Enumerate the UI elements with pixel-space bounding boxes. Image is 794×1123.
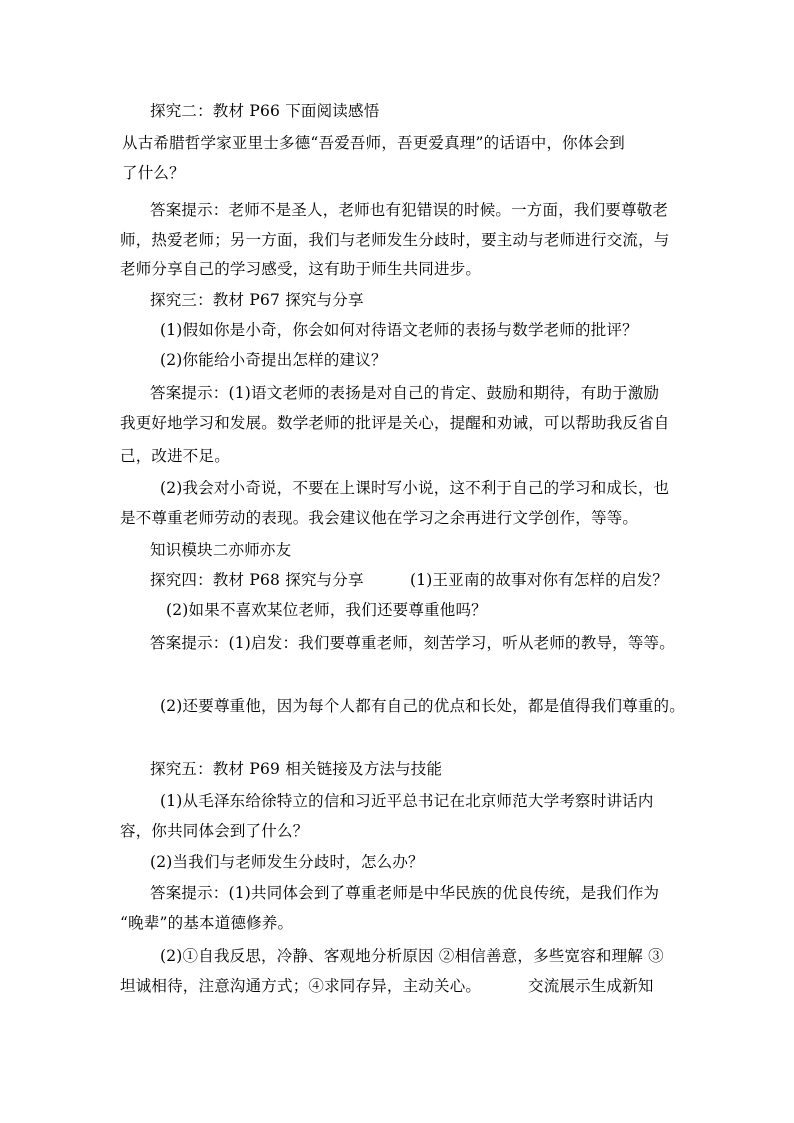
text-line: 从古希腊哲学家亚里士多德“吾爱吾师，吾更爱真理”的话语中，你体会到: [122, 134, 625, 152]
text-line: 答案提示：(1)启发：我们要尊重老师，刻苦学习，听从老师的教导，等等。: [150, 634, 675, 652]
text-line: 老师分享自己的学习感受，这有助于师生共同进步。: [120, 260, 482, 278]
text-line: 知识模块二亦师亦友: [150, 541, 292, 559]
text-line: 交流展示生成新知: [528, 977, 654, 995]
text-line: (1)假如你是小奇，你会如何对待语文老师的表扬与数学老师的批评？: [160, 321, 638, 339]
text-line: 己，改进不足。: [120, 447, 230, 465]
text-line: 容，你共同体会到了什么？: [120, 822, 309, 840]
text-line: “晚辈”的基本道德修养。: [120, 914, 294, 932]
text-line: (2)①自我反思，冷静、客观地分析原因 ②相信善意，多些宽容和理解 ③: [160, 947, 664, 965]
text-line: (2)我会对小奇说，不要在上课时写小说，这不利于自己的学习和成长，也: [160, 479, 670, 497]
text-line: 答案提示：(1)共同体会到了尊重老师是中华民族的优良传统，是我们作为: [150, 884, 660, 902]
text-line: (2)如果不喜欢某位老师，我们还要尊重他吗？: [166, 601, 487, 619]
text-line: 师，热爱老师；另一方面，我们与老师发生分歧时，要主动与老师进行交流，与: [120, 231, 670, 249]
text-line: 我更好地学习和发展。数学老师的批评是关心，提醒和劝诫，可以帮助我反省自: [120, 414, 670, 432]
text-line: (2)你能给小奇提出怎样的建议？: [160, 351, 387, 369]
text-line: (1)王亚南的故事对你有怎样的启发？: [410, 571, 669, 589]
text-line: (1)从毛泽东给徐特立的信和习近平总书记在北京师范大学考察时讲话内: [160, 792, 654, 810]
text-line: (2)还要尊重他，因为每个人都有自己的优点和长处，都是值得我们尊重的。: [160, 697, 685, 715]
text-line: (2)当我们与老师发生分歧时，怎么办？: [150, 853, 424, 871]
text-line: 探究四：教材 P68 探究与分享: [150, 571, 364, 589]
text-line: 答案提示：(1)语文老师的表扬是对自己的肯定、鼓励和期待，有助于激励: [150, 384, 660, 402]
text-line: 是不尊重老师劳动的表现。我会建议他在学习之余再进行文学创作，等等。: [120, 509, 639, 527]
text-line: 了什么？: [122, 164, 185, 182]
text-line: 探究三：教材 P67 探究与分享: [150, 291, 364, 309]
text-line: 答案提示：老师不是圣人，老师也有犯错误的时候。一方面，我们要尊敬老: [150, 201, 669, 219]
text-line: 探究五：教材 P69 相关链接及方法与技能: [150, 760, 443, 778]
text-line: 坦诚相待，注意沟通方式；④求同存异，主动关心。: [120, 977, 482, 995]
text-line: 探究二：教材 P66 下面阅读感悟: [150, 102, 380, 120]
